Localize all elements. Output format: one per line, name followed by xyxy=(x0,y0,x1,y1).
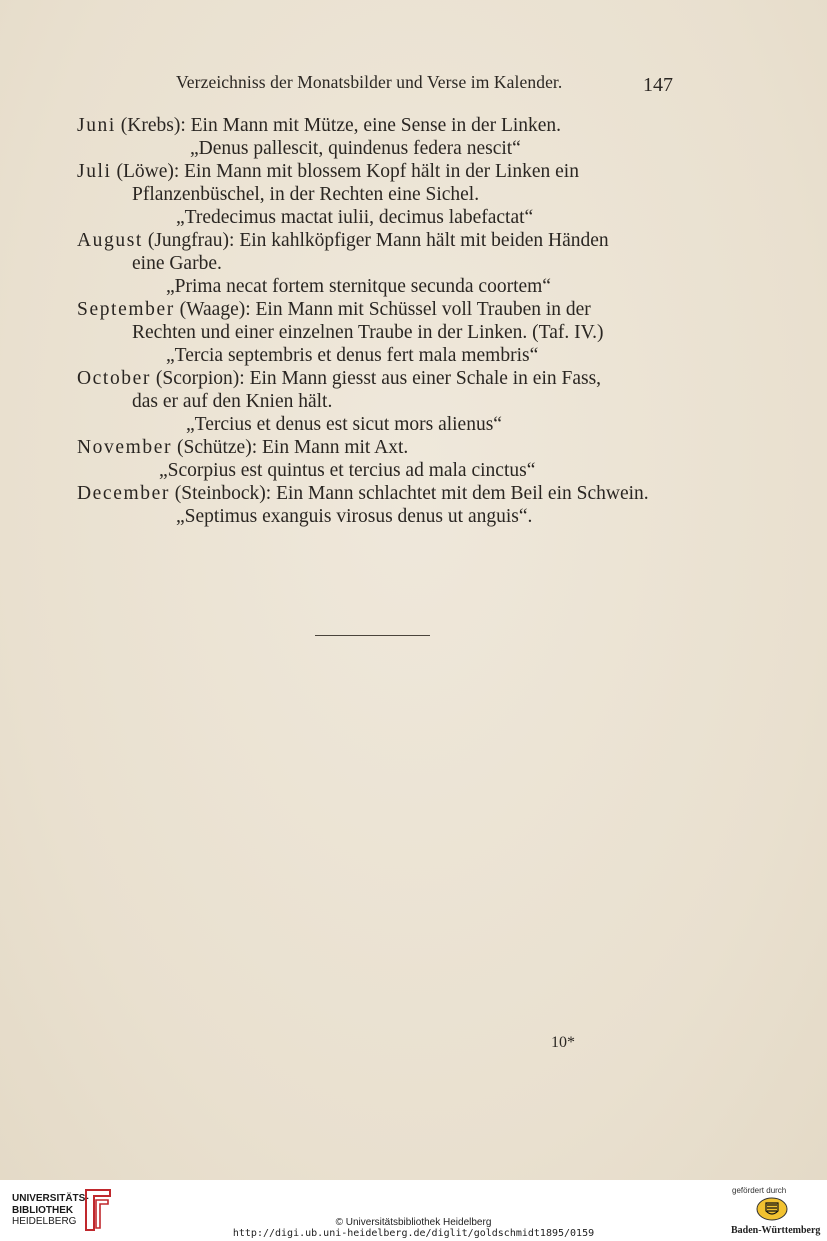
description-continuation: Pflanzenbüschel, in der Rechten eine Sichel. xyxy=(132,184,480,205)
entry-september-line xyxy=(77,299,591,321)
section-end-rule xyxy=(315,635,430,636)
description-continuation: eine Garbe. xyxy=(132,253,222,274)
month-name: December xyxy=(77,483,170,504)
verse-line: „Tercius et denus est sicut mors alienus“ xyxy=(186,414,502,435)
state-crest-icon xyxy=(755,1196,789,1222)
month-description: (Scorpion): Ein Mann giesst aus einer Schale in ein Fass, xyxy=(155,368,602,389)
entry-november-line xyxy=(77,437,408,459)
permalink-url[interactable]: http://digi.ub.uni-heidelberg.de/diglit/goldschmidt1895/0159 xyxy=(232,1228,595,1239)
entry-august-line xyxy=(77,230,609,252)
entry-juni-line xyxy=(77,115,561,137)
entry-juli-line xyxy=(77,161,579,183)
month-description: (Krebs): Ein Mann mit Mütze, eine Sense in der Linken. xyxy=(120,115,562,136)
library-line-1: UNIVERSITÄTS- xyxy=(12,1193,89,1204)
library-line-2: BIBLIOTHEK xyxy=(12,1204,74,1216)
month-name: October xyxy=(77,368,152,389)
month-description: (Waage): Ein Mann mit Schüssel voll Trauben in der xyxy=(179,299,591,320)
verse-line: „Prima necat fortem sternitque secunda coortem“ xyxy=(166,276,551,297)
verse-line: „Tredecimus mactat iulii, decimus labefactat“ xyxy=(176,207,534,228)
entry-october-line xyxy=(77,368,601,390)
description-continuation: das er auf den Knien hält. xyxy=(132,391,333,412)
month-description: (Jungfrau): Ein kahlköpfiger Mann hält mit beiden Händen xyxy=(147,230,609,251)
page-number: 147 xyxy=(643,74,673,96)
entry-december-line xyxy=(77,483,649,505)
month-description: (Schütze): Ein Mann mit Axt. xyxy=(176,437,409,458)
signature-mark: 10* xyxy=(551,1034,575,1051)
verse-line: „Septimus exanguis virosus denus ut anguis“. xyxy=(176,506,533,527)
sponsor-name: Baden-Württemberg xyxy=(731,1225,821,1236)
month-description: (Löwe): Ein Mann mit blossem Kopf hält in der Linken ein xyxy=(116,161,579,182)
month-name: Juni xyxy=(77,115,116,136)
library-line-3: HEIDELBERG xyxy=(12,1216,77,1227)
running-title: Verzeichniss der Monatsbilder und Verse im Kalender. xyxy=(176,72,563,92)
description-continuation: Rechten und einer einzelnen Traube in der Linken. (Taf. IV.) xyxy=(132,322,604,343)
copyright-notice: © Universitätsbibliothek Heidelberg xyxy=(335,1217,492,1228)
month-name: September xyxy=(77,299,175,320)
month-name: Juli xyxy=(77,161,112,182)
month-name: August xyxy=(77,230,143,251)
month-name: November xyxy=(77,437,173,458)
month-description: (Steinbock): Ein Mann schlachtet mit dem Beil ein Schwein. xyxy=(174,483,649,504)
verse-line: „Tercia septembris et denus fert mala membris“ xyxy=(166,345,539,366)
verse-line: „Denus pallescit, quindenus federa nescit“ xyxy=(190,138,521,159)
verse-line: „Scorpius est quintus et tercius ad mala cinctus“ xyxy=(159,460,536,481)
sponsor-label: gefördert durch xyxy=(732,1186,787,1195)
